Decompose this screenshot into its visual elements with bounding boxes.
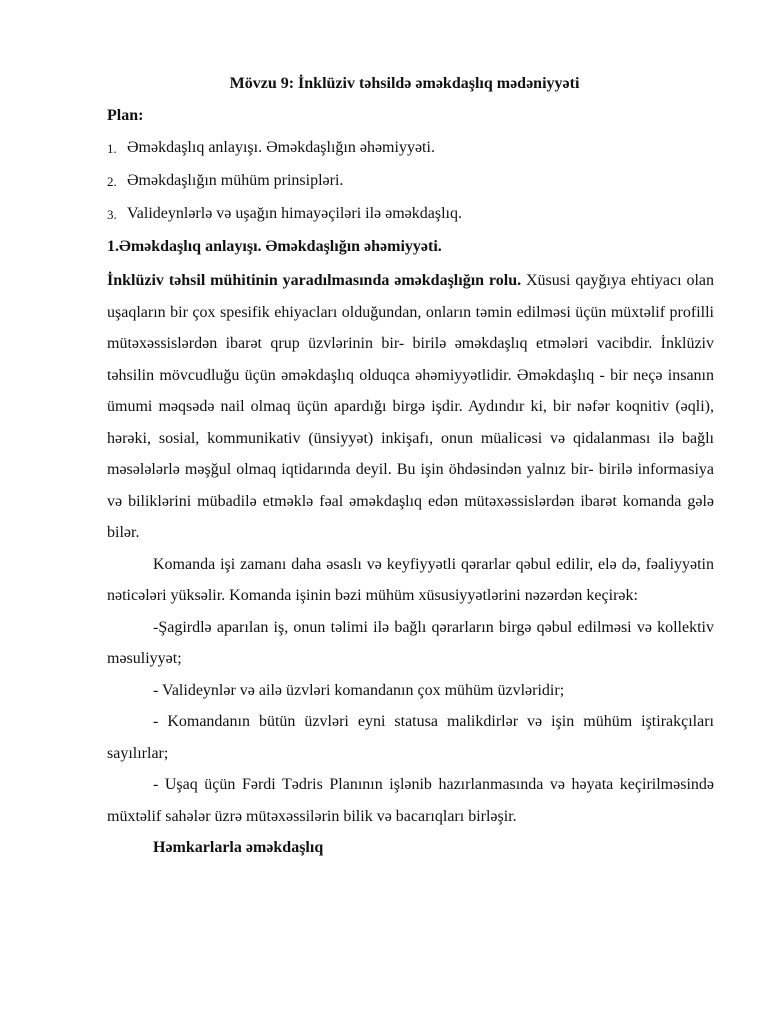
list-item: -Şagirdlə aparılan iş, onun təlimi ilə bağlı qərarların birgə qəbul edilməsi və kollektiv məsuliyyət;: [107, 618, 714, 667]
paragraph-intro: [107, 265, 714, 549]
plan-item-text: Əməkdaşlığın mühüm prinsipləri.: [127, 172, 344, 189]
plan-item: [107, 200, 714, 229]
list-item: - Valideynlər və ailə üzvləri komandanın çox mühüm üzvləridir;: [153, 681, 565, 699]
paragraph-team-work: Komanda işi zamanı daha əsaslı və keyfiyyətli qərarlar qəbul edilir, elə də, fəaliyyətin nəticələri yüksəlir. Komanda işinin bəzi mühüm xüsusiyyətlərini nəzərdən keçirək:: [107, 555, 714, 604]
plan-item-text: Əməkdaşlıq anlayışı. Əməkdaşlığın əhəmiyyəti.: [127, 139, 435, 156]
paragraph-lead-bold: İnklüziv təhsil mühitinin yaradılmasında əməkdaşlığın rolu.: [107, 272, 522, 289]
section-heading: 1.Əməkdaşlıq anlayışı. Əməkdaşlığın əhəmiyyəti.: [107, 238, 442, 255]
plan-item-number: 1.: [107, 141, 117, 156]
plan-item-number: 3.: [107, 207, 117, 222]
subsection-heading: Həmkarlarla əməkdaşlıq: [153, 839, 324, 856]
plan-item-text: Valideynlərlə və uşağın himayəçiləri ilə əməkdaşlıq.: [127, 205, 462, 222]
list-item: - Uşaq üçün Fərdi Tədris Planının işlənib hazırlanmasında və həyata keçirilməsində müxtəlif sahələr üzrə mütəxəssilərin bilik və bacarıqları birləşir.: [107, 776, 714, 825]
plan-item: [107, 167, 714, 196]
plan-item-number: 2.: [107, 174, 117, 189]
list-item: - Komandanın bütün üzvləri eyni statusa malikdirlər və işin mühüm iştirakçıları sayılırlar;: [107, 713, 714, 762]
document-title: Mövzu 9: İnklüziv təhsildə əməkdaşlıq mədəniyyəti: [229, 75, 580, 92]
plan-label: Plan:: [107, 107, 144, 124]
paragraph-body: Xüsusi qayğıya ehtiyacı olan uşaqların bir çox spesifik ehiyacları olduğundan, onların təmin edilməsi üçün müxtəlif profilli mütəxəssislərdən ibarət qrup üzvlərinin bir- birilə əməkdaşlıq etmələri vacibdir. İnklüziv təhsilin mövcudluğu üçün əməkdaşlıq olduqca əhəmiyyətlidir. Əməkdaşlıq - bir neçə insanın ümumi məqsədə nail olmaq üçün apardığı birgə işdir. Aydındır ki, bir nəfər koqnitiv (əqli), hərəki, sosial, kommunikativ (ünsiyyət) inkişafı, onun müalicəsi və qidalanması ilə bağlı məsələlərlə məşğul olmaq iqtidarında deyil. Bu işin öhdəsindən yalnız bir- birilə informasiya və biliklərini mübadilə etməklə fəal əməkdaşlıq edən mütəxəssislərdən ibarət komanda gələ bilər.: [107, 272, 714, 541]
document-page: [107, 70, 714, 864]
plan-item: [107, 134, 714, 163]
